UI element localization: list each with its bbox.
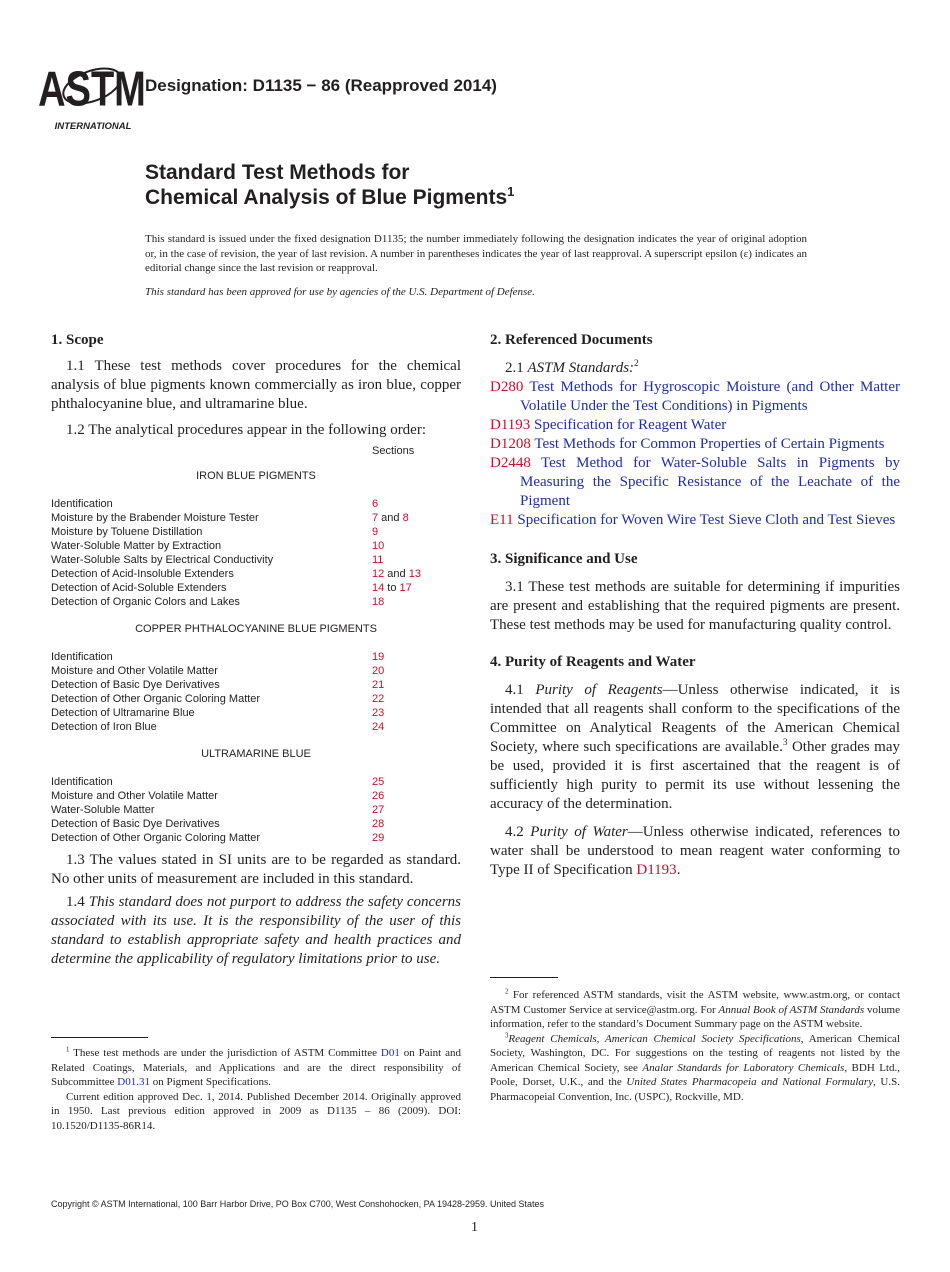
section-heading-referenced-documents: 2. Referenced Documents [490, 332, 653, 348]
section-refs [372, 650, 384, 664]
section-refs [372, 567, 421, 581]
reference-title-link[interactable]: Test Methods for Common Properties of Certain Pigments [530, 436, 885, 452]
procedure-label: Water-Soluble Matter [51, 804, 155, 816]
reference-item [490, 511, 900, 530]
table-row [51, 595, 461, 609]
procedure-label: Moisture and Other Volatile Matter [51, 665, 218, 677]
table-row [51, 525, 461, 539]
section-link[interactable]: 14 [372, 582, 385, 594]
section-link[interactable]: 28 [372, 818, 385, 830]
subheading-label: ASTM Standards: [527, 360, 635, 376]
section-link[interactable]: 9 [372, 526, 379, 538]
footnote-3 [490, 1032, 900, 1105]
paragraph-4-1 [490, 681, 900, 814]
page-number: 1 [471, 1220, 478, 1235]
section-refs [372, 831, 384, 845]
title-line-2: Chemical Analysis of Blue Pigments [145, 186, 508, 209]
section-refs [372, 817, 384, 831]
section-link[interactable]: 13 [408, 568, 421, 580]
procedure-label: Moisture by Toluene Distillation [51, 526, 203, 538]
reference-title-link[interactable]: Specification for Reagent Water [530, 417, 727, 433]
table-row [51, 678, 461, 692]
title-footnote-ref[interactable]: 1 [507, 184, 515, 199]
procedure-label: Detection of Organic Colors and Lakes [51, 596, 240, 608]
table-row [51, 789, 461, 803]
title-line-1: Standard Test Methods for [145, 161, 410, 184]
table-row [51, 511, 461, 525]
section-link[interactable]: 27 [372, 804, 385, 816]
dod-notice: This standard has been approved for use by agencies of the U.S. Department of Defense. [145, 286, 535, 298]
paragraph-number: 4.1 [505, 682, 536, 698]
footnote-ref[interactable]: 3 [782, 738, 788, 748]
table-row [51, 539, 461, 553]
section-link[interactable]: 10 [372, 540, 385, 552]
astm-standards-subheading [490, 359, 900, 378]
section-refs [372, 692, 384, 706]
footnote-text: Reagent Chemicals, American Chemical Society Specifications [508, 1032, 801, 1045]
reference-item [490, 378, 900, 416]
section-heading-purity: 4. Purity of Reagents and Water [490, 654, 696, 670]
section-refs [372, 706, 384, 720]
reference-item [490, 454, 900, 511]
astm-logo [38, 56, 146, 132]
section-link[interactable]: 25 [372, 776, 385, 788]
section-link[interactable]: 24 [372, 721, 385, 733]
footnote-text: Analar Standards for Laboratory Chemicals [642, 1061, 845, 1074]
left-column [51, 331, 461, 969]
section-link[interactable]: 12 [372, 568, 385, 580]
footnote-2 [490, 988, 900, 1032]
paragraph-number: 2.1 [505, 360, 528, 376]
reference-item [490, 435, 900, 454]
subcommittee-link[interactable]: D01.31 [117, 1076, 150, 1088]
edition-note: Current edition approved Dec. 1, 2014. Published December 2014. Originally approved in 1950. Last previous edition approved in 2009 as D1135 – 86 (2009). DOI: 10.1520/D1135-86R14. [51, 1090, 461, 1132]
table-row [51, 831, 461, 845]
footnote-text: These test methods are under the jurisdiction of ASTM Committee [69, 1047, 381, 1059]
table-row [51, 567, 461, 581]
procedure-label: Detection of Acid-Insoluble Extenders [51, 568, 234, 580]
section-refs [372, 581, 412, 595]
svg-text:ASTM: ASTM [38, 61, 146, 117]
paragraph-text: —Unless otherwise indicated, references to water shall be understood to mean reagent water conforming to Type II of Specification [490, 824, 900, 878]
section-link[interactable]: 6 [372, 498, 379, 510]
procedure-label: Identification [51, 651, 113, 663]
table-row [51, 650, 461, 664]
table-row [51, 581, 461, 595]
procedure-label: Detection of Other Organic Coloring Matter [51, 693, 261, 705]
table-row [51, 553, 461, 567]
procedure-label: Detection of Other Organic Coloring Matter [51, 832, 261, 844]
section-heading-scope: 1. Scope [51, 332, 104, 348]
procedure-label: Detection of Basic Dye Derivatives [51, 818, 220, 830]
paragraph-label: Purity of Reagents [535, 682, 663, 698]
paragraph-1-4 [51, 893, 461, 969]
reference-code-link[interactable]: D280 [490, 379, 524, 395]
footnotes-right [490, 988, 900, 1104]
table-row [51, 775, 461, 789]
procedure-label: Detection of Ultramarine Blue [51, 707, 195, 719]
procedure-label: Detection of Basic Dye Derivatives [51, 679, 220, 691]
table-row [51, 803, 461, 817]
section-refs [372, 497, 378, 511]
table-row [51, 497, 461, 511]
procedure-label: Identification [51, 498, 113, 510]
procedure-label: Water-Soluble Salts by Electrical Conductivity [51, 554, 274, 566]
section-link[interactable]: 21 [372, 679, 385, 691]
procedure-label: Detection of Acid-Soluble Extenders [51, 582, 227, 594]
section-refs [372, 664, 384, 678]
section-refs [372, 595, 384, 609]
footnote-text: on Paint and Related Coatings, Materials, and Applications and are the direct responsibility of Subcommittee [51, 1047, 462, 1088]
paragraph-number: 1.4 [66, 894, 89, 910]
paragraph-text: . [676, 862, 681, 878]
reference-item [490, 416, 900, 435]
reference-code-link[interactable]: D2448 [490, 455, 531, 471]
section-refs [372, 511, 409, 525]
section-link[interactable]: 18 [372, 596, 385, 608]
section-range-text: and [384, 568, 409, 580]
table-row [51, 664, 461, 678]
table-row [51, 720, 461, 734]
section-refs [372, 803, 384, 817]
table-group-heading: IRON BLUE PIGMENTS [196, 470, 316, 482]
footnote-text: on Pigment Specifications. [150, 1076, 271, 1088]
paragraph-1-3: 1.3 The values stated in SI units are to be regarded as standard. No other units of measurement are included in this standard. [51, 852, 461, 887]
svg-text:INTERNATIONAL: INTERNATIONAL [54, 121, 132, 132]
reference-title-link[interactable]: Test Method for Water-Soluble Salts in Pigments by Measuring the Specific Resistance of the Leachate of the Pigment [520, 455, 900, 509]
reference-list [490, 378, 900, 530]
designation: Designation: D1135 − 86 (Reapproved 2014) [145, 76, 497, 95]
footnote-text: , American Chemical Society, Washington, DC. For suggestions on the testing of reagents not listed by the American Chemical Society, see [490, 1032, 900, 1074]
procedure-label: Moisture and Other Volatile Matter [51, 790, 218, 802]
table-group-heading: ULTRAMARINE BLUE [201, 748, 311, 760]
section-link[interactable]: 19 [372, 651, 385, 663]
safety-caveat: This standard does not purport to address the safety concerns associated with its use. It is the responsibility of the user of this standard to establish appropriate safety and health practices and determine the applicability of regulatory limitations prior to use. [51, 894, 462, 967]
section-link[interactable]: 8 [402, 512, 409, 524]
footnote-text: Annual Book of ASTM Standards [718, 1003, 865, 1016]
footnote-divider [51, 1037, 148, 1038]
footnote-text: For referenced ASTM standards, visit the ASTM website, www.astm.org, or contact ASTM Customer Service at service@astm.org. For [490, 989, 900, 1016]
section-refs [372, 720, 384, 734]
section-link[interactable]: 22 [372, 693, 385, 705]
section-refs [372, 553, 383, 567]
footnote-text: volume information, refer to the standard’s Document Summary page on the ASTM website. [490, 1003, 900, 1030]
section-link[interactable]: 26 [372, 790, 385, 802]
paragraph-label: Purity of Water [530, 824, 628, 840]
d1193-link[interactable]: D1193 [636, 862, 677, 878]
section-refs [372, 539, 384, 553]
paragraph-1-2: 1.2 The analytical procedures appear in the following order: [66, 422, 427, 438]
footnote-marker: 1 [66, 1046, 70, 1054]
procedure-label: Water-Soluble Matter by Extraction [51, 540, 222, 552]
copyright-notice: Copyright © ASTM International, 100 Barr Harbor Drive, PO Box C700, West Conshohocken, PA 19428-2959. United States [51, 1199, 545, 1209]
footnote-text: United States Pharmacopeia and National Formulary [626, 1076, 874, 1088]
sections-column-header: Sections [372, 445, 415, 457]
section-link[interactable]: 7 [372, 512, 379, 524]
footnote-text: , BDH Ltd., Poole, Dorset, U.K., and the [490, 1061, 900, 1088]
reference-code-link[interactable]: E11 [490, 512, 514, 528]
paragraph-3-1: 3.1 These test methods are suitable for determining if impurities are present and establishing that the required pigments are present. These test methods may be used for manufacturing quality control. [490, 579, 900, 633]
committee-link[interactable]: D01 [380, 1047, 400, 1059]
procedure-label: Identification [51, 776, 113, 788]
section-link[interactable]: 23 [372, 707, 385, 719]
footnote-marker: 3 [505, 1031, 509, 1039]
footnote-ref[interactable]: 2 [634, 359, 639, 369]
section-heading-significance: 3. Significance and Use [490, 551, 638, 567]
section-link[interactable]: 20 [372, 665, 385, 677]
section-refs [372, 525, 378, 539]
procedures-table [51, 441, 461, 845]
section-link[interactable]: 29 [372, 832, 385, 844]
section-refs [372, 775, 384, 789]
section-link[interactable]: 17 [399, 582, 412, 594]
paragraph-text: Other grades may be used, provided it is first ascertained that the reagent is of sufficiently high purity to permit its use without lessening the accuracy of the determination. [490, 739, 900, 812]
section-refs [372, 678, 384, 692]
footnote-text: , U.S. Pharmacopeial Convention, Inc. (USPC), Rockville, MD. [490, 1076, 900, 1103]
table-row [51, 817, 461, 831]
reference-title-link[interactable]: Specification for Woven Wire Test Sieve Cloth and Test Sieves [513, 512, 896, 528]
section-range-text: and [378, 512, 403, 524]
paragraph-text: —Unless otherwise indicated, it is intended that all reagents shall conform to the specifications of the Committee on Analytical Reagents of the American Chemical Society, where such specifications are available. [490, 682, 901, 755]
section-refs [372, 789, 384, 803]
paragraph-1-1: 1.1 These test methods cover procedures for the chemical analysis of blue pigments known commercially as iron blue, copper phthalocyanine blue, and ultramarine blue. [51, 358, 461, 412]
footnote-1 [51, 1046, 461, 1133]
issuance-notice: This standard is issued under the fixed designation D1135; the number immediately following the designation indicates the year of original adoption or, in the case of revision, the year of last revision. A number in parentheses indicates the year of last reapproval. A superscript epsilon (ε) indicates an editorial change since the last revision or reapproval. [145, 233, 807, 275]
right-column [490, 331, 900, 880]
section-range-text: to [384, 582, 400, 594]
table-row [51, 706, 461, 720]
page-title [145, 160, 514, 210]
procedure-label: Detection of Iron Blue [51, 721, 157, 733]
footnote-divider [490, 977, 558, 978]
reference-title-link[interactable]: Test Methods for Hygroscopic Moisture (and Other Matter Volatile Under the Test Conditions) in Pigments [520, 379, 900, 414]
reference-code-link[interactable]: D1208 [490, 436, 531, 452]
section-link[interactable]: 11 [372, 554, 384, 566]
table-row [51, 692, 461, 706]
footnote-marker: 2 [505, 988, 509, 996]
procedure-label: Moisture by the Brabender Moisture Tester [51, 512, 259, 524]
table-group-heading: COPPER PHTHALOCYANINE BLUE PIGMENTS [135, 623, 377, 635]
spacer [51, 609, 461, 622]
paragraph-number: 4.2 [505, 824, 531, 840]
reference-code-link[interactable]: D1193 [490, 417, 531, 433]
spacer [51, 734, 461, 747]
paragraph-4-2 [490, 823, 900, 880]
